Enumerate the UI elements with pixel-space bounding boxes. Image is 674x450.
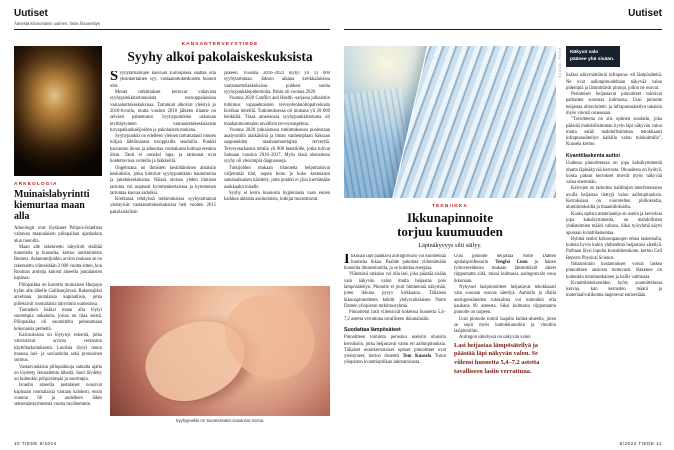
body-paragraph: Tunnelien lisäksi maan alta löytyi suurempia onkaloita, joissa on tilaa seistä. Piilopaikka oli suunniteltu pelastamaan kokonaisia perheitä. <box>14 307 102 332</box>
body-paragraph: Perinteiset heijastavat pinnoitteet toimivat parhaiten suorassa kulmassa. Uusi pinnoite heijastaa ultravioletti- ja infrapunasäteilyn takaisin myös vinosti osuessaan. <box>566 92 662 116</box>
header-rule-right <box>344 29 662 30</box>
photo-note-box: Näkyvä valo pääsee yhä sisään. <box>566 46 620 67</box>
kicker-tech: TEKNIIKKA <box>431 204 469 209</box>
body-paragraph: Vuonna 2020 Conflict and Health -sarjassa julkaistiin tutkimus vapaaehtoisten terveydenhuoltopalveluista Kreikan leireillä. Tutkimuksessa oli mukana yli 20 000 henkilöä. Tässä aineistossa syyhypunkkitartunta oli maahanmuuttajien tavallisin terveysongelma. <box>224 96 330 127</box>
health-columns <box>110 71 330 283</box>
body-paragraph: Ongelmana on ihmisten keskittäminen ahtaisiin keskuksiin, jotka toimivat syyhypunkkien hautomoina ja jakelukeskuksina. Näissä oloissa yhden ihmisen tartunta voi nopeasti kymmenkertaistua ja kymmenen tartuntaa kasvaa sadoiksi. <box>110 165 216 196</box>
body-paragraph: Kalvojen on tarkoitus hallittujen interferenssien avulla heijastaa tiettyjä valon aallonpituuksia. Kerroksissa on vuorotellen piidioksidia, alumiinioksidia ja titaanidioksidia. <box>566 186 662 211</box>
person-name-kuusela: Tom Kuusela <box>402 354 432 360</box>
hands-photo-caption: Syyhypunkki on Suomessakin kiusannut monia. <box>175 418 265 424</box>
health-column-1 <box>110 71 216 216</box>
body-paragraph: ”Tavoitteena on siis optinen suodatin, joka päästää mahdollisimman hyvin läpi näkyvän valon mutta estää mahdollisimman tehokkaasti infrapunasäteilyn kaikilla valon tulokulmilla”, Kuusela kertoo. <box>566 117 662 148</box>
body-paragraph: Ryhmä seuloi kokoonpanojen tehoa laskemalla, kuinka hyvin kukin yhdistelmä heijastaisi säteilyä. Parhaan löysi lopulta kvanttitietokone, kertoo Cell Reports Physical Science. <box>566 236 662 261</box>
subhead-suodattaa: Suodattaa lämpösäteet <box>344 326 401 333</box>
body-paragraph: Syyhypunkki on edelleen yleinen tartuntatauti monen tulijan lähtömaassa trooppisilla seuduilla. Punkki kaivautuu ihoon ja aiheuttaa voimakasta kutinaa etenkin öisin. Tauti ei onneksi tapa, ja tartunnat ovat hoidettavissa voiteilla ja lääkkeillä. <box>110 134 216 165</box>
body-paragraph: Kvanttitietokoneiden hyöty suunnittelussa kasvaa, kun kerrosten määrä ja materiaalivalikoima laajenevat entisestään. <box>566 280 662 299</box>
body-paragraph: Ilmastoinnin kustannukset voivat laskea pinnoitteen ansiosta tuntuvasti. Rakenne on kuitenkin monimutkainen ja kallis valmistaa. <box>566 262 662 280</box>
body-paragraph: Viilentävä ratkaisu voi olla lasi, joka päästää sisään vain näkyvän valon mutta heijastaa pois lämpösäteilyn. Pinnoite ei juuri himmennä näkymää, joten ikkuna pysyy kirkkaana. Tällaisen ikkunapinnoitteen kehitti yhdysvaltalaisen Notre Damen yliopiston tutkimusryhmä. <box>344 272 446 309</box>
cave-photo <box>14 46 102 176</box>
header-rule-left <box>14 29 330 30</box>
tech-columns <box>344 254 556 438</box>
tech-rail-column <box>566 46 662 440</box>
dropcap: I <box>344 253 350 267</box>
body-paragraph: Piilopaikka on kaivettu muinaisen Huqoqin kylän alle lähelle Galileanjärveä. Rakentajiksi arvellaan juutalaisia kapinallisia, jotka piileksivät roomalaisia labyrintin uumenissa. <box>14 282 102 307</box>
scabies-hands-photo <box>110 286 330 416</box>
text-segment: Turun yliopiston kvanttioptiikan laboratoriosta. <box>344 354 446 366</box>
tech-title <box>344 211 556 239</box>
text-segment: Pinnoitteen toiminta perustuu useisiin ohuisiin kerroksiin, jotka heijastavat valon eri aallonpituuksia. Tällaiset monikerroksiset optiset pinnoitteet ovat yleistyneet, kertoo dosentti <box>344 335 446 360</box>
subhead-kvanttilaskenta: Kvanttilaskenta auttoi <box>566 152 620 159</box>
page-footer-left: 10 TIEDE 8/2024 <box>14 441 57 446</box>
body-paragraph: Kaivauksissa on löytynyt esineitä, jotka vahvistavat arviota verkoston käyttötarkoituksesta. Luolista löytyi muun muassa lasi- ja saviastioita sekä pronssinen sormus. <box>14 333 102 364</box>
pull-quote: Lasi heijastaa lämpösäteilyä ja päästää läpi näkyvän valon. Se viilensi huonetta 5,4–7,2 astetta tavalliseen lasiin verrattuna. <box>454 341 540 375</box>
person-name-luo: Tengfei Luon <box>495 259 528 265</box>
body-paragraph: Arkeologit ovat löytäneet Pohjois-Israelista valtavan maanalaisen piilopaikan ajanlaskun alun tienoilta. <box>14 226 102 244</box>
body-paragraph: Vastaavanlaisia piilopaikkoja samalta ajalta on löydetty Jerusalemin läheltä. Juuri löydetty on kuitenkin pohjoisimpia ja suurimpia. <box>14 364 102 383</box>
kicker-archeology: ARKEOLOGIA <box>14 182 58 187</box>
dropcap: S <box>110 71 119 85</box>
body-paragraph: Auringon säteilyssä on näkyvän valon <box>459 335 531 341</box>
body-paragraph <box>344 335 446 366</box>
body-paragraph: Uudessa pinnoitteessa on jopa kaksikymmentä ohutta läpinäkyvää kerrosta. Ohuudesta on hyötyä, koska paksut kerrokset imevät myös näkyvää valoa enemmän. <box>566 161 662 186</box>
article-tech <box>344 204 556 438</box>
text-segment: Uusi pinnoite heijastaa Notre Damen apulaisprofessorin <box>454 253 556 265</box>
building-facade <box>390 46 556 198</box>
tech-title-line2: torjuu kuumuuden <box>397 224 503 240</box>
lead-text: kkunan läpi paahtava auringonvalo voi kuumentaa huoneita liikaa. Paahde pakottaa viilentämään huoneita ilmastoinnilla, ja se kuluttaa energiaa. <box>344 253 446 272</box>
glass-building-photo <box>344 46 556 198</box>
body-paragraph: Kreikassa tehdyissä tutkimuksissa syyhytartunnat yleistyivät vastaanottokeskuksissa heti vuoden 2015 pakolaiskriisin <box>110 197 216 215</box>
vote-line: Äänestä kiinnostavin uutinen: tiede.fi/aanestys <box>14 21 100 26</box>
body-paragraph: Uusi pinnoite toimii laajalla kulma-alueella, joten se sopii myös kattoikkunoihin ja vinoihin lasipintoihin. <box>454 316 556 335</box>
section-title-right: Uutiset <box>628 8 662 19</box>
tech-column-2 <box>454 254 556 377</box>
article-health <box>110 42 330 423</box>
body-paragraph: jälkeen. Vuosina 2016–2022 löytyi yli 13 000 syyhytartuntaa. Jakson aikana kreikkalaisissa vastaanottokeskuksissa puhkesi useita syyhypunkkiepidemioita. Pahin oli vuonna 2020. <box>224 71 330 96</box>
archeology-body <box>14 226 102 409</box>
tech-subtitle: Läpinäkyvyys silti säilyy. <box>418 241 482 249</box>
body-paragraph: lisäksi näkymättömiä infrapuna- eli lämpösäteitä. Ne ovat aallonpituudeltaan näkyvää valoa pidempiä ja lämmittävät pintoja, joihin ne osuvat. <box>566 73 662 91</box>
health-title: Syyhy alkoi pakolaiskeskuksista <box>127 49 313 64</box>
health-column-2 <box>224 71 330 203</box>
section-title-left: Uutiset <box>14 8 48 19</box>
lead-paragraph <box>110 71 216 90</box>
body-paragraph: Monet tutkimukset kertovat vakavista syyhypunkkitartunnoista eurooppalaisissa vastaanottokeskuksissa. Tartunnat alkoivat yleistyä jo 2010-luvulla, mutta vuoden 2018 jälkeen tilanne on selvästi pahentunut. Syyhypunkkien uskotaan levittäytyneen vastaanottokeskuksista turvapaikanhakijoiden ja pakolaisten mukana. <box>110 90 216 133</box>
tech-column-1 <box>344 254 446 367</box>
body-paragraph: Tutkijoiden mukaan tilannetta helpottaisivat väljemmät tilat, nopea hoito ja koko keskuksen samanaikainen käsittely, jotta punkki ei jäisi kiertämään asukkaalta toiselle. <box>224 165 330 190</box>
body-paragraph: Pinnoitetut lasit viilensivät kokeissa huonetta 5,4–7,2 astetta verrattuna tavalliseen ikkunalasiin. <box>344 310 446 322</box>
body-paragraph: Syyhy ei kerro huonosta hygieniasta vaan ennen kaikkea ahtaista asuinoloista, tutkijat muistuttavat. <box>224 190 330 203</box>
kicker-health: KANSANTERVEYSTIEDE <box>181 42 259 47</box>
lead-text: yyhytartuntojen kasvuun Euroopassa saattaa olla yksinkertainen syy: vastaanottokeskusten huonot olot. <box>110 71 216 89</box>
body-paragraph: Israelin alueella juutalaiset nousivat kapinaan roomalaisia vastaan kahdesti, ensin vuonna 66 ja uudelleen lähes seitsemänkymmentä vuotta myöhemmin. <box>14 383 102 408</box>
archeology-title: Muinaislabyrintti kiemurtaa maan alla <box>14 189 90 222</box>
body-paragraph: Nykyiset lasipinnoitteet heijastavat tehokkaasti vain suoraan osuvaa säteilyä. Aamulla ja illalla auringonsäteiden tulokulma voi kuitenkin olla kaukana 90 asteesta. Siksi kulmasta riippumaton pinnoite on tarpeen. <box>454 285 556 316</box>
text-segment: ja hänen työtovereidensa mukaan lämmittävät säteet riippumatta siitä, missä kulmassa auringonvalo osuu ikkunaan. <box>454 259 556 284</box>
body-paragraph: Vuonna 2020 julkaistussa tutkimuksessa puolestaan analysoitiin alaikäisinä ja ilman vanhempiaan Saksaan saapuneiden maahanmuuttajien terveyttä. Terveystarkastus tehtiin yli 800 henkilölle, jotka tulivat Saksaan vuosina 2016–2017. Myös tässä aineistossa syyhy oli yleisimpiä diagnooseja. <box>224 127 330 165</box>
article-archeology <box>14 46 102 409</box>
page-footer-right: 8/2024 TIEDE 11 <box>619 441 662 446</box>
body-paragraph: Koska optisia materiaaleja on useita ja kerroksia jopa kaksikymmentä, on mahdollisten yhdistelmien määrä valtava. Siksi työryhmä käytti apunaan kvanttilaskentaa. <box>566 211 662 236</box>
lead-paragraph <box>344 254 446 273</box>
body-paragraph: Maan alle rakennettu labyrintti sisältää tunneleita ja huoneita, kertoo uutistoimisto Reuters. Asiantuntijoiden arvion mukaan se on rakennettu viimeistään 2 000 vuotta sitten, kun Rooman armeija kukisti alueella juutalaisten kapinaa. <box>14 244 102 282</box>
tech-title-line1: Ikkunapinnoite <box>407 210 493 225</box>
body-paragraph <box>454 254 556 285</box>
right-page <box>337 0 674 450</box>
photo-credit: KUVA: ISTOCK <box>557 48 562 79</box>
